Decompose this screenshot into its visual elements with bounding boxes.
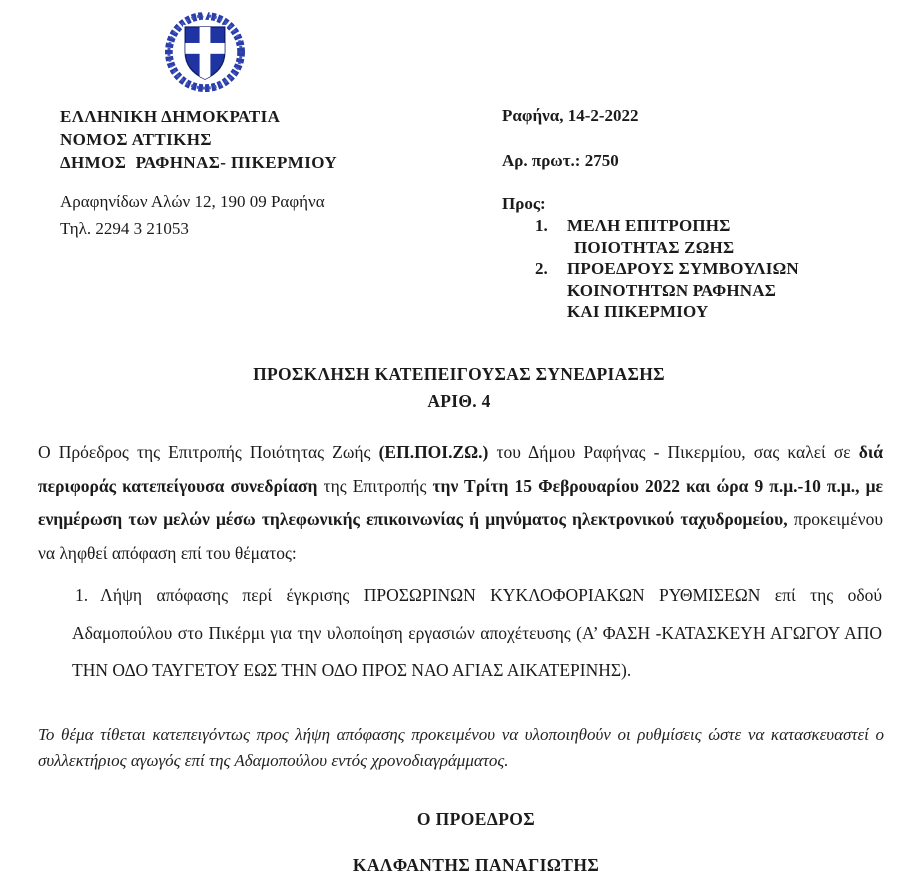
intro-seg-5: της Επιτροπής <box>317 475 433 496</box>
signature-name: ΚΑΛΦΑΝΤΗΣ ΠΑΝΑΓΙΩΤΗΣ <box>352 855 600 875</box>
intro-seg-2: (ΕΠ.ΠΟΙ.ΖΩ.) <box>378 442 489 462</box>
recipient-number <box>535 280 567 302</box>
recipient-line: ΚΑΙ ΠΙΚΕΡΜΙΟΥ <box>567 302 709 321</box>
recipient-number <box>535 237 567 259</box>
issuer-address: Αραφηνίδων Αλών 12, 190 09 Ραφήνα <box>60 192 325 211</box>
recipient-item <box>502 301 892 323</box>
agenda-item-number: 1. <box>75 585 89 605</box>
issuer-block <box>60 105 460 242</box>
recipients-label: Προς: <box>502 194 546 213</box>
recipient-line: ΜΕΛΗ ΕΠΙΤΡΟΠΗΣ <box>567 216 731 235</box>
recipient-number <box>535 301 567 323</box>
agenda-item <box>72 577 882 690</box>
intro-seg-3: του Δήμου Ραφήνας - Πικερμίου, σας καλεί σε <box>488 442 859 462</box>
letter-date: Ραφήνα, 14-2-2022 <box>502 106 639 125</box>
letter-meta-block <box>502 105 892 323</box>
intro-seg-7: προκειμένου να ληφθεί απόφαση επί του θέματος: <box>38 509 883 563</box>
intro-seg-6: την Τρίτη 15 Φεβρουαρίου 2022 και ώρα 9 π.μ.-10 π.μ., με ενημέρωση των μελών μέσω τηλεφωνικής επικοινωνίας ή μηνύματος ηλεκτρονικού ταχυδρομείου, <box>38 475 884 529</box>
recipient-item <box>502 215 892 237</box>
recipient-number: 1. <box>535 216 548 235</box>
greek-coat-of-arms-icon <box>162 8 248 96</box>
title-line-1: ΠΡΟΣΚΛΗΣΗ ΚΑΤΕΠΕΙΓΟΥΣΑΣ ΣΥΝΕΔΡΙΑΣΗΣ <box>253 364 665 384</box>
issuer-phone: Τηλ. 2294 3 21053 <box>60 218 189 238</box>
recipient-number: 2. <box>535 259 548 278</box>
recipient-item <box>502 280 892 302</box>
recipient-line: ΠΡΟΕΔΡΟΥΣ ΣΥΜΒΟΥΛΙΩΝ <box>567 259 799 278</box>
recipient-item <box>502 237 892 259</box>
agenda-item-text: Λήψη απόφασης περί έγκρισης ΠΡΟΣΩΡΙΝΩΝ ΚΥΚΛΟΦΟΡΙΑΚΩΝ ΡΥΘΜΙΣΕΩΝ επί της οδού Αδαμοπούλου στο Πικέρμι για την υλοποίηση εργασιών αποχέτευσης (Α’ ΦΑΣΗ -ΚΑΤΑΣΚΕΥΗ ΑΓΩΓΟΥ ΑΠΟ ΤΗΝ ΟΔΟ ΤΑΥΓΕΤΟΥ ΕΩΣ ΤΗΝ ΟΔΟ ΠΡΟΣ ΝΑΟ ΑΓΙΑΣ ΑΙΚΑΤΕΡΙΝΗΣ). <box>72 585 882 680</box>
urgency-note: Το θέμα τίθεται κατεπειγόντως προς λήψη απόφασης προκειμένου να υλοποιηθούν οι ρυθμίσεις ώστε να κατασκευαστεί ο συλλεκτήριος αγωγός επί της Αδαμοπούλου εντός χρονοδιαγράμματος. <box>38 725 884 770</box>
title-line-2: ΑΡΙΘ. 4 <box>427 390 491 411</box>
signature-role: Ο ΠΡΟΕΔΡΟΣ <box>416 809 536 829</box>
issuer-contact <box>60 189 460 242</box>
intro-paragraph <box>38 436 883 570</box>
intro-seg-4: διά περιφοράς κατεπείγουσα συνεδρίαση <box>38 442 884 496</box>
issuer-municipality: ΔΗΜΟΣ ΡΑΦΗΝΑΣ- ΠΙΚΕΡΜΙΟΥ <box>60 153 338 172</box>
intro-seg-1: Ο Πρόεδρος της Επιτροπής Ποιότητας Ζωής <box>38 442 379 462</box>
recipient-line: ΚΟΙΝΟΤΗΤΩΝ ΡΑΦΗΝΑΣ <box>567 280 777 300</box>
recipient-line: ΠΟΙΟΤΗΤΑΣ ΖΩΗΣ <box>574 237 735 257</box>
recipient-item <box>502 258 892 280</box>
protocol-number: Αρ. πρωτ.: 2750 <box>502 151 619 170</box>
issuer-prefecture: ΝΟΜΟΣ ΑΤΤΙΚΗΣ <box>60 130 212 149</box>
document-title <box>0 361 918 414</box>
issuer-state: ΕΛΛΗΝΙΚΗ ΔΗΜΟΚΡΑΤΙΑ <box>60 107 281 126</box>
